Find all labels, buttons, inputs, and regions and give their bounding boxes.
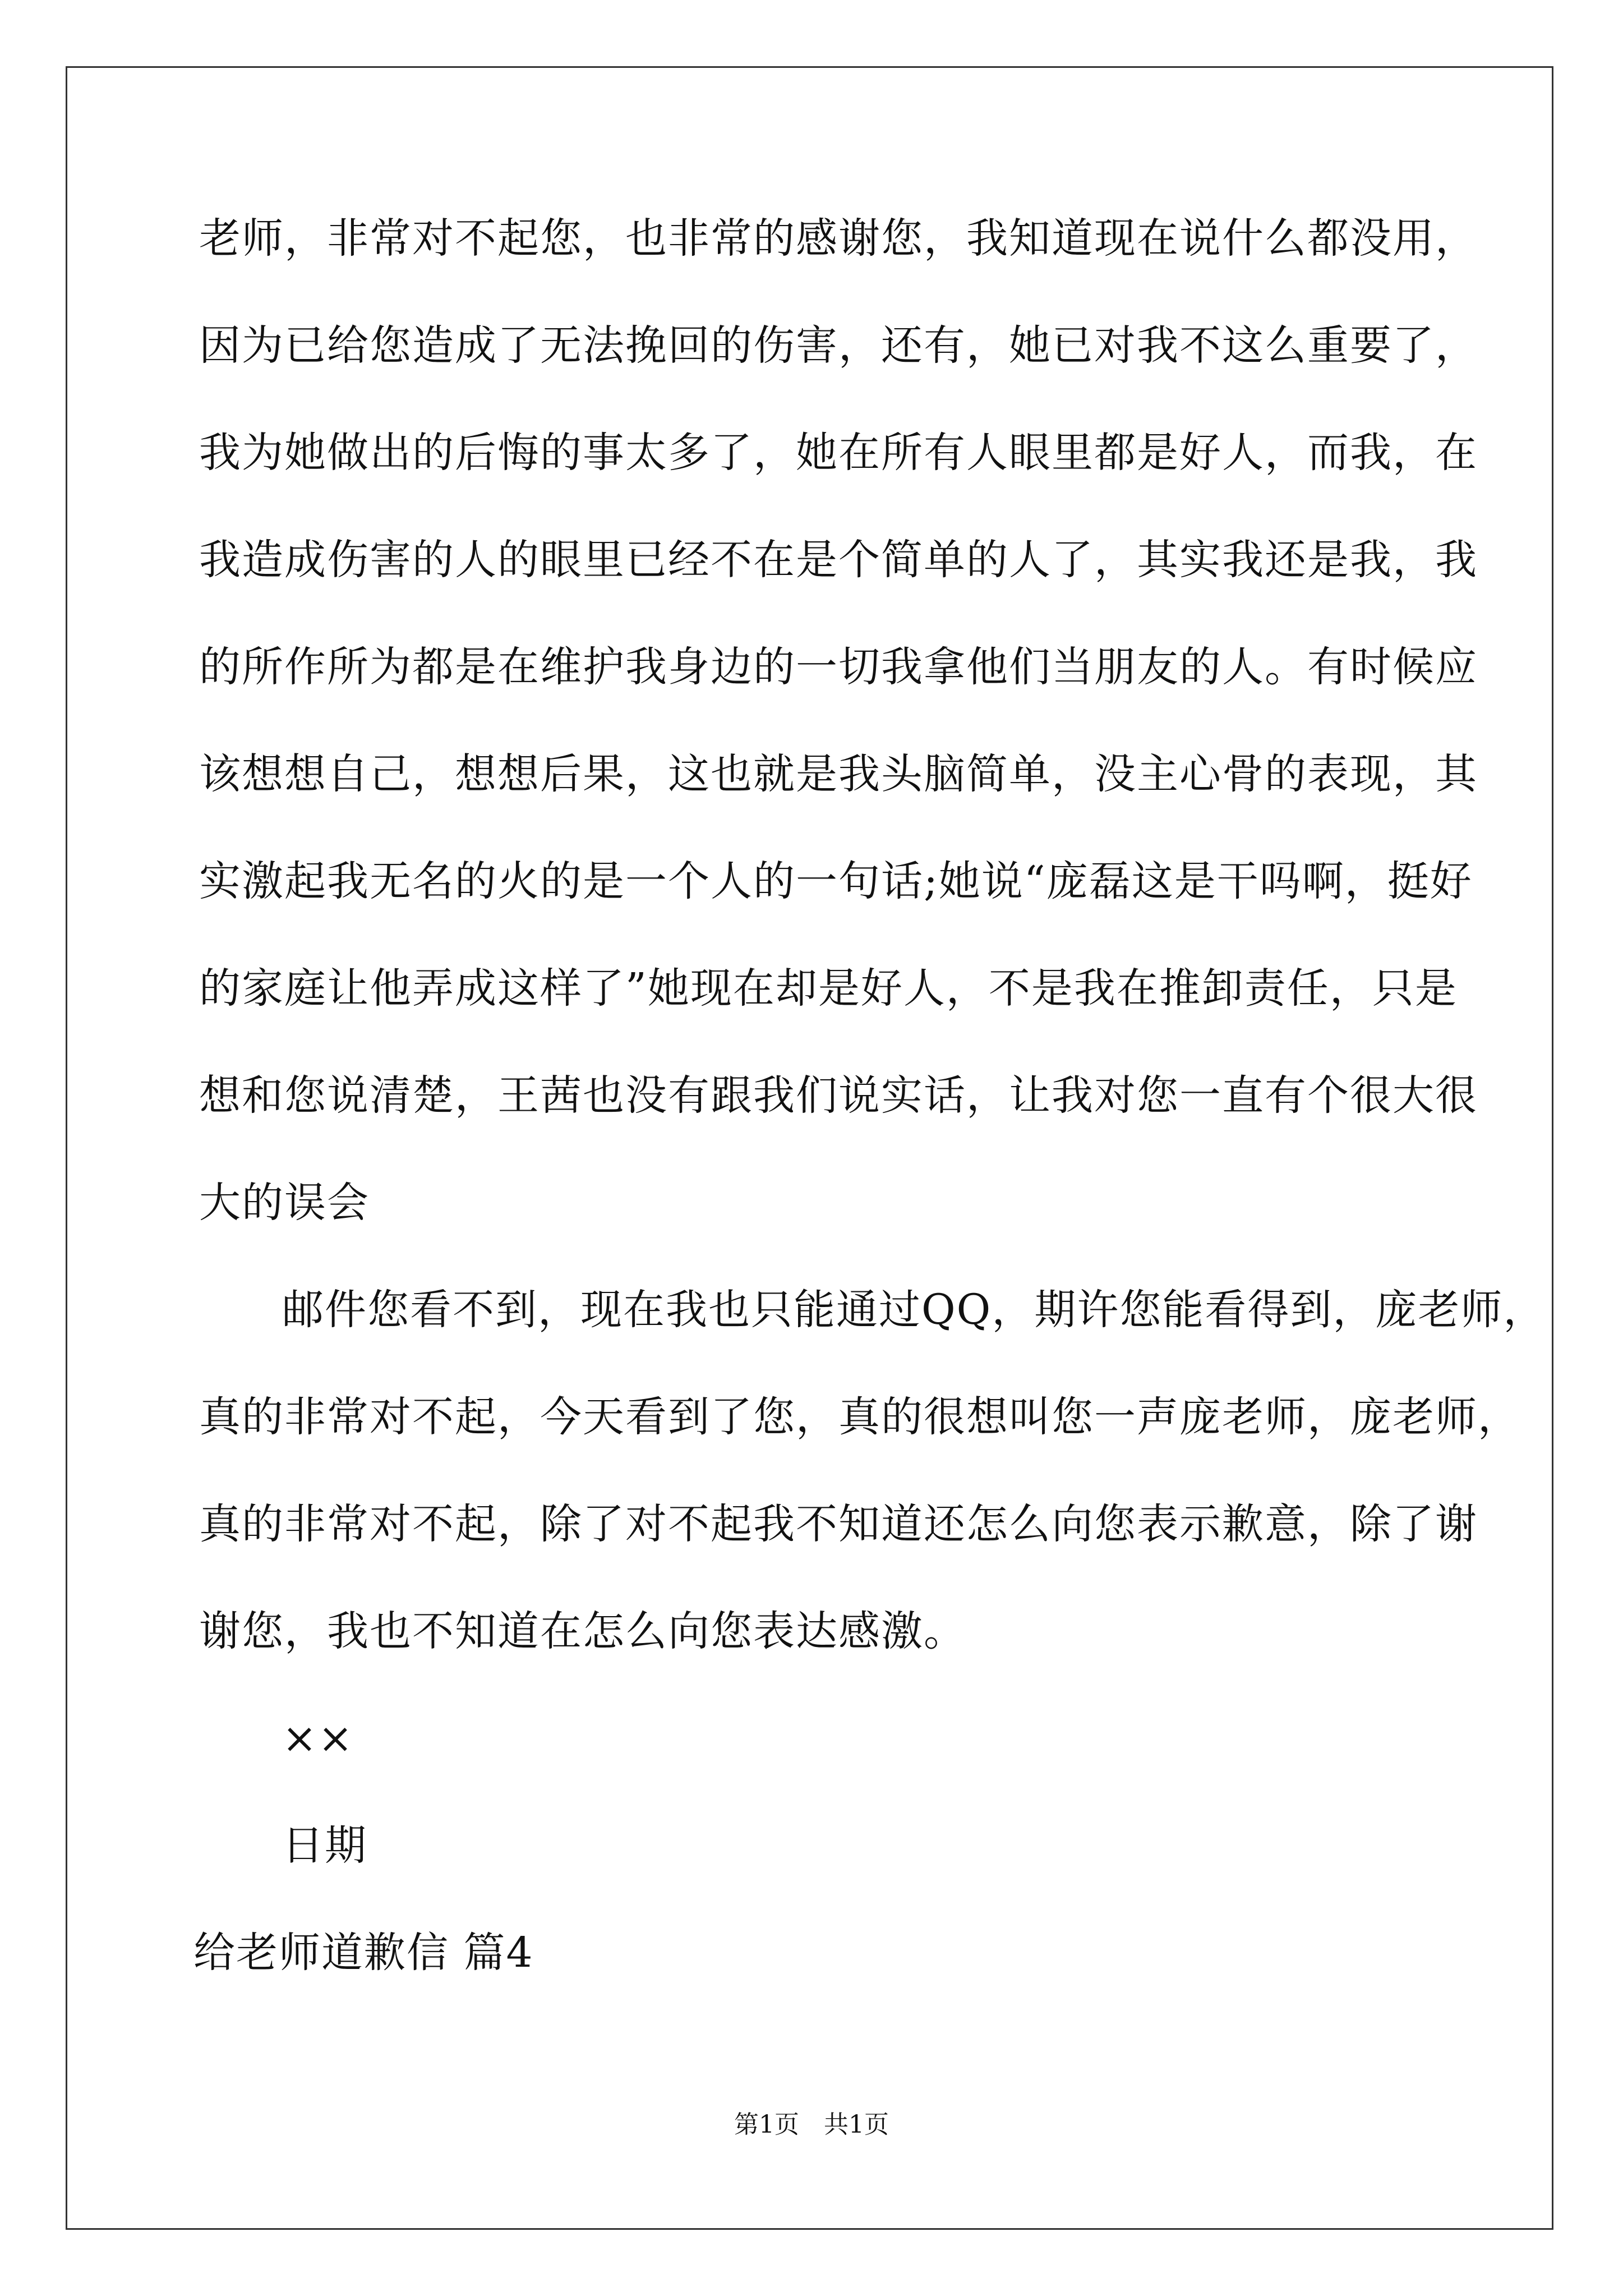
text-line: 我为她做出的后悔的事太多了，她在所有人眼里都是好人，而我，在 [199,429,1478,477]
paragraph-first-line: 邮件您看不到，现在我也只能通过QQ，期许您能看得到，庞老师， [282,1286,1546,1334]
text-line: 因为已给您造成了无法挽回的伤害，还有，她已对我不这么重要了， [199,321,1478,370]
page-number-footer: 第1页 共1页 [734,2110,889,2139]
signature-name: ×× [282,1714,354,1763]
text-line: 大的误会 [199,1179,370,1227]
signature-date: 日期 [282,1821,367,1870]
section-heading: 给老师道歉信 篇4 [193,1929,534,1977]
text-line: 真的非常对不起，除了对不起我不知道还怎么向您表示歉意，除了谢 [199,1500,1478,1548]
text-line: 真的非常对不起，今天看到了您，真的很想叫您一声庞老师，庞老师， [199,1393,1520,1441]
text-line: 的家庭让他弄成这样了”她现在却是好人，不是我在推卸责任，只是 [199,964,1458,1013]
text-line: 实激起我无名的火的是一个人的一句话;她说“庞磊这是干吗啊，挺好 [199,857,1473,905]
text-line: 谢您，我也不知道在怎么向您表达感激。 [199,1607,966,1655]
text-line: 的所作所为都是在维护我身边的一切我拿他们当朋友的人。有时候应 [199,643,1478,691]
text-line: 我造成伤害的人的眼里已经不在是个简单的人了，其实我还是我，我 [199,536,1478,584]
text-line: 想和您说清楚，王茜也没有跟我们说实话，让我对您一直有个很大很 [199,1071,1478,1120]
text-line: 该想想自己，想想后果，这也就是我头脑简单，没主心骨的表现，其 [199,750,1478,798]
page-border [66,66,1553,2230]
text-line: 老师，非常对不起您，也非常的感谢您，我知道现在说什么都没用， [199,214,1478,263]
